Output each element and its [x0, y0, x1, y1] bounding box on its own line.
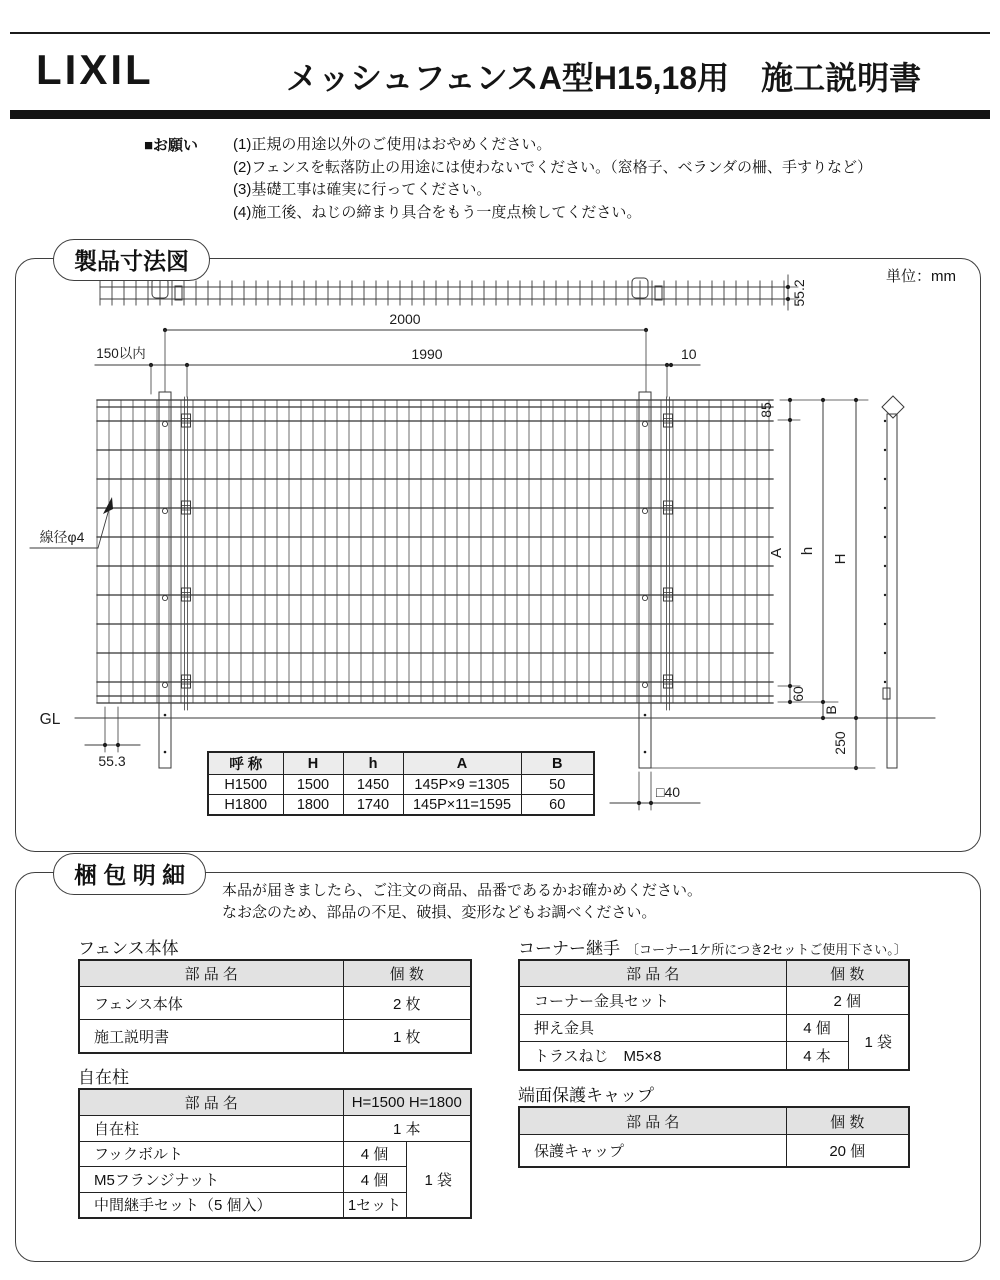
spec-header: B — [521, 752, 594, 775]
spec-cell: 1450 — [343, 775, 403, 795]
dim-H: H — [832, 553, 849, 565]
part-qty: 1 本 — [343, 1116, 471, 1142]
dim-55-2: 55.2 — [791, 279, 807, 307]
part-qty: 2 枚 — [343, 987, 471, 1020]
table-row — [519, 987, 909, 1015]
spec-header: A — [403, 752, 521, 775]
corner-table — [518, 959, 910, 1071]
table-row — [519, 1014, 909, 1042]
part-qty: 1 枚 — [343, 1020, 471, 1054]
unit-label: 単位：mm — [886, 268, 956, 285]
bag-qty: 1 袋 — [848, 1014, 909, 1070]
dim-h: h — [799, 546, 816, 556]
dim-B: B — [823, 705, 839, 715]
spec-cell: H1500 — [208, 775, 283, 795]
col-header-name: 部 品 名 — [519, 1107, 786, 1135]
spec-header: H — [283, 752, 343, 775]
dim-250: 250 — [832, 731, 848, 755]
part-qty: 4 個 — [786, 1014, 848, 1042]
corner-title — [518, 934, 907, 959]
part-name: 自在柱 — [79, 1116, 343, 1142]
col-header-name: 部 品 名 — [79, 1089, 343, 1116]
col-header-name: 部 品 名 — [79, 960, 343, 987]
bag-qty: 1 袋 — [406, 1141, 471, 1218]
fence-body-table — [78, 959, 472, 1054]
part-name: 中間継手セット（5 個入） — [79, 1192, 343, 1218]
spec-cell: 50 — [521, 775, 594, 795]
spec-table — [207, 751, 595, 816]
fence-body-title: フェンス本体 — [78, 939, 179, 958]
cap-table — [518, 1106, 910, 1168]
spec-cell: 145P×9 =1305 — [403, 775, 521, 795]
packing-intro — [222, 880, 702, 923]
header-rule — [10, 110, 990, 119]
gl-label: GL — [39, 711, 61, 728]
dim-2000: 2000 — [389, 311, 421, 327]
part-qty: 4 本 — [786, 1042, 848, 1070]
spec-cell: H1800 — [208, 795, 283, 816]
lixil-logo: LIXIL — [36, 46, 154, 93]
dim-55-3: 55.3 — [98, 753, 126, 769]
spec-cell: 1500 — [283, 775, 343, 795]
table-row — [208, 775, 594, 795]
notice-label: ■お願い — [144, 137, 199, 154]
notice-list — [233, 134, 872, 224]
packing-intro-line: 本品が届きましたら、ご注文の商品、品番であるかお確かめください。 — [222, 882, 703, 899]
post-table — [78, 1088, 472, 1219]
table-row — [79, 987, 471, 1020]
table-header-row — [519, 960, 909, 987]
part-name: M5フランジナット — [79, 1167, 343, 1193]
spec-header-row — [208, 752, 594, 775]
part-name: コーナー金具セット — [519, 987, 786, 1015]
dim-60: 60 — [790, 686, 806, 702]
table-header-row — [519, 1107, 909, 1135]
table-row — [79, 1116, 471, 1142]
dim-150: 150以内 — [96, 346, 146, 361]
dim-1990: 1990 — [411, 346, 443, 362]
notice-item: (2)フェンスを転落防止の用途には使わないでください。（窓格子、ベランダの柵、手すりなど） — [233, 158, 873, 176]
col-header-qty: H=1500 H=1800 — [343, 1089, 471, 1116]
dim-10: 10 — [681, 346, 697, 362]
table-header-row — [79, 1089, 471, 1116]
part-name: 保護キャップ — [519, 1135, 786, 1168]
page-title: メッシュフェンスA型H15,18用 施工説明書 — [286, 60, 922, 96]
dim-85: 85 — [758, 402, 774, 418]
dim-A: A — [768, 547, 785, 559]
part-name: フックボルト — [79, 1141, 343, 1167]
wire-diameter-label: 線径φ4 — [39, 529, 85, 545]
part-name: トラスねじ M5×8 — [519, 1042, 786, 1070]
col-header-qty: 個 数 — [786, 1107, 909, 1135]
table-row — [79, 1141, 471, 1167]
corner-title-text: コーナー継手 — [518, 939, 620, 958]
notice-item: (4)施工後、ねじの締まり具合をもう一度点検してください。 — [233, 203, 642, 221]
table-row — [208, 795, 594, 816]
notice-item: (3)基礎工事は確実に行ってください。 — [233, 181, 492, 198]
col-header-qty: 個 数 — [786, 960, 909, 987]
spec-header: 呼 称 — [208, 752, 283, 775]
part-name: 押え金具 — [519, 1014, 786, 1042]
spec-cell: 1740 — [343, 795, 403, 816]
part-name: 施工説明書 — [79, 1020, 343, 1054]
spec-cell: 1800 — [283, 795, 343, 816]
col-header-qty: 個 数 — [343, 960, 471, 987]
spec-cell: 145P×11=1595 — [403, 795, 521, 816]
packing-section-title: 梱 包 明 細 — [53, 853, 206, 895]
spec-header: h — [343, 752, 403, 775]
notice-item: (1)正規の用途以外のご使用はおやめください。 — [233, 136, 552, 153]
dim-post-40: □40 — [656, 784, 681, 800]
top-rule — [10, 32, 990, 34]
col-header-name: 部 品 名 — [519, 960, 786, 987]
part-name: フェンス本体 — [79, 987, 343, 1020]
table-row — [79, 1020, 471, 1054]
dimension-section-title: 製品寸法図 — [53, 239, 210, 281]
part-qty: 1セット — [343, 1192, 406, 1218]
corner-note: 〔コーナー1ケ所につき2セットご使用下さい。〕 — [626, 942, 907, 957]
cap-title: 端面保護キャップ — [518, 1086, 654, 1105]
part-qty: 20 個 — [786, 1135, 909, 1168]
part-qty: 4 個 — [343, 1167, 406, 1193]
table-row — [519, 1135, 909, 1168]
table-header-row — [79, 960, 471, 987]
part-qty: 2 個 — [786, 987, 909, 1015]
post-title: 自在柱 — [78, 1068, 129, 1087]
part-qty: 4 個 — [343, 1141, 406, 1167]
packing-intro-line: なお念のため、部品の不足、破損、変形などもお調べください。 — [222, 903, 657, 921]
spec-cell: 60 — [521, 795, 594, 816]
